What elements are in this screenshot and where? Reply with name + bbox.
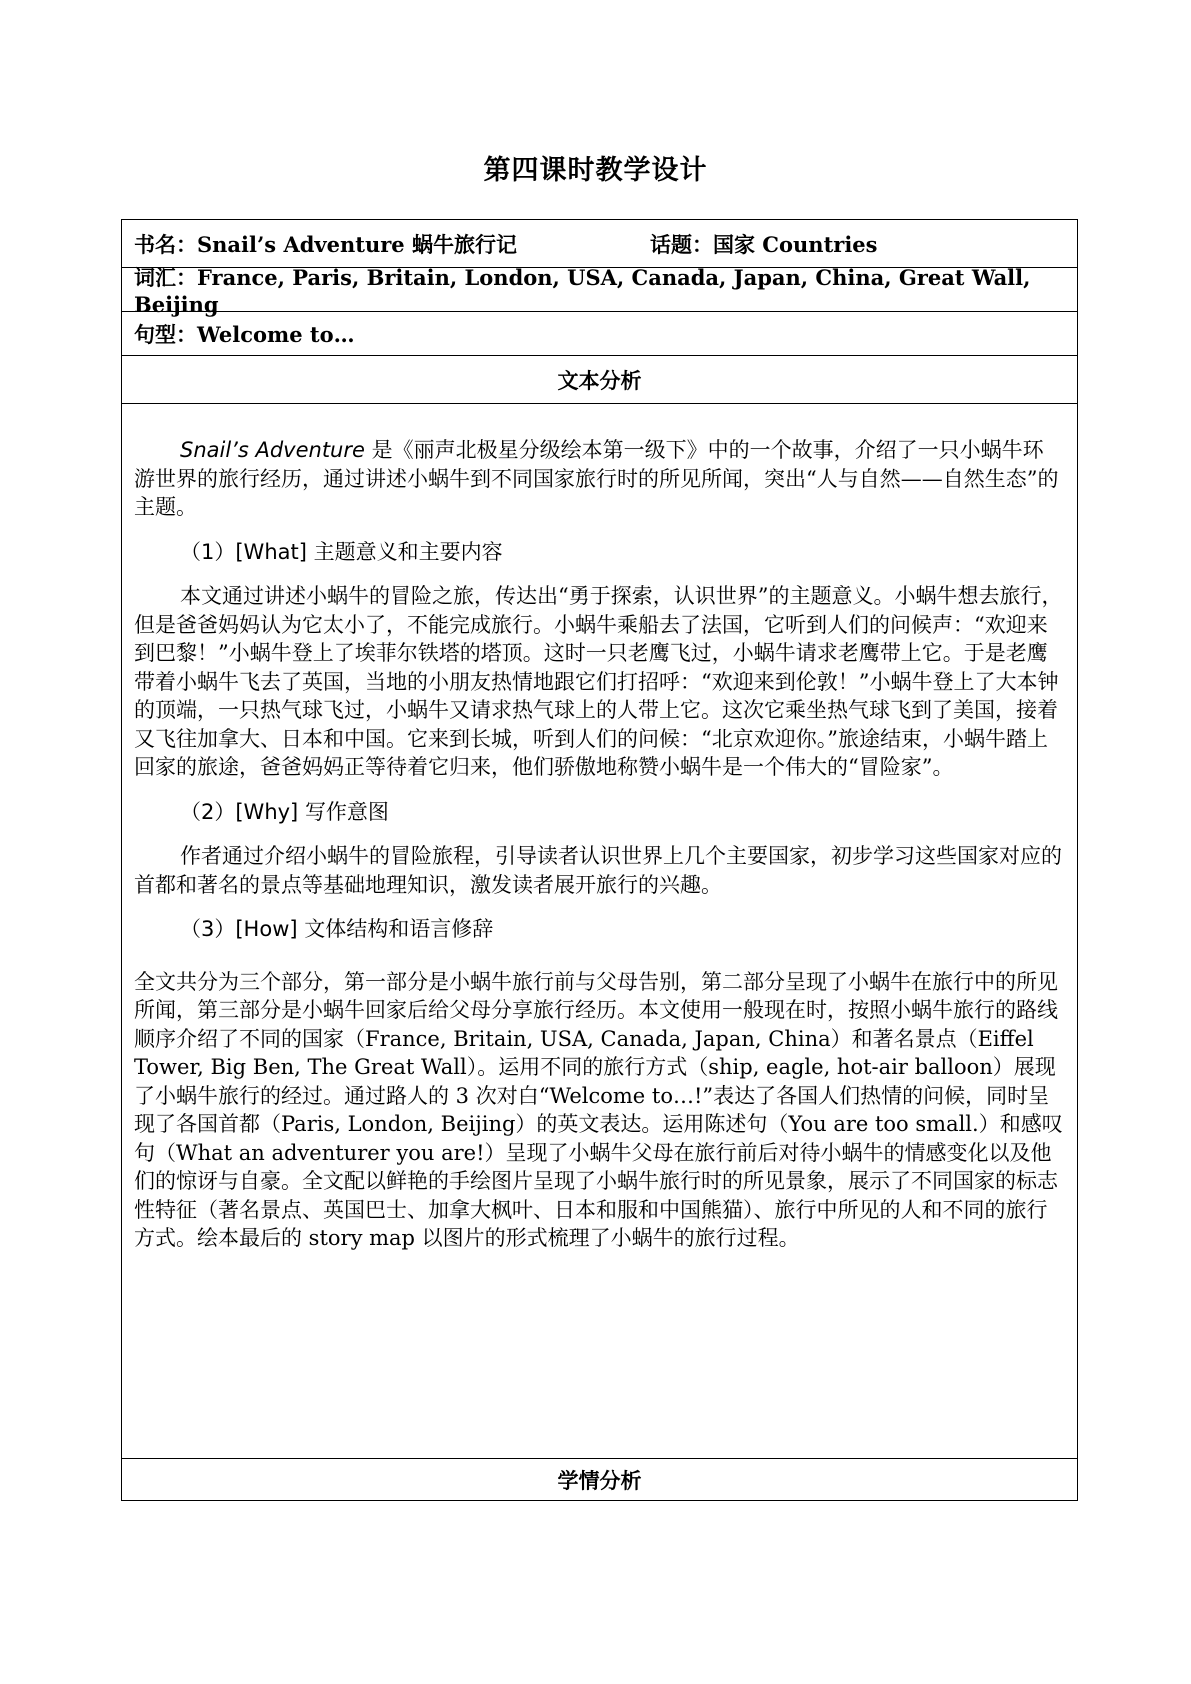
text-analysis-body [122, 436, 1077, 1459]
text-analysis-heading-row [122, 356, 1077, 404]
section-how-heading [180, 915, 1063, 944]
lesson-design-table [121, 219, 1078, 1501]
section-what-label: （1）[What] [180, 539, 314, 564]
vocabulary-row [122, 265, 1077, 317]
sentence-pattern-row [122, 312, 1077, 356]
story-title: Snail’s Adventure [180, 438, 365, 462]
section-how-label: （3）[How] [180, 917, 305, 941]
section-why-heading [180, 798, 1063, 827]
book-title-label: 书名：Snail’s Adventure 蜗牛旅行记 [134, 231, 517, 257]
topic-label: 话题：国家 Countries [650, 231, 878, 257]
section-why-label: （2）[Why] [180, 799, 305, 824]
section-what-heading [180, 538, 1063, 567]
section-how-title: 文体结构和语言修辞 [304, 917, 494, 941]
sentence-pattern-text: 句型：Welcome to… [134, 321, 355, 347]
section-how-paragraph: 全文共分为三个部分，第一部分是小蜗牛旅行前与父母告别，第二部分呈现了小蜗牛在旅行中的所见所闻，第三部分是小蜗牛回家后给父母分享旅行经历。本文使用一般现在时，按照小蜗牛旅行的路线顺序介绍了不同的国家（France, Britain, USA, Canada, Japan, China）和著名景点（Eiffel Tower, Big Ben, The Great Wall）。运用不同的旅行方式（ship, eagle, hot-air balloon）展现了小蜗牛旅行的经过。通过路人的 3 次对白“Welcome to…!”表达了各国人们热情的问候，同时呈现了各国首都（Paris, London, Beijing）的英文表达。运用陈述句（You are too small.）和感叹句（What an adventurer you are!）呈现了小蜗牛父母在旅行前后对待小蜗牛的情感变化以及他们的惊讶与自豪。全文配以鲜艳的手绘图片呈现了小蜗牛旅行时的所见景象，展示了不同国家的标志性特征（著名景点、英国巴士、加拿大枫叶、日本和服和中国熊猫）、旅行中所见的人和不同的旅行方式。绘本最后的 story map 以图片的形式梳理了小蜗牛的旅行过程。 [134, 969, 1063, 1250]
vocabulary-text: 词汇：France, Paris, Britain, London, USA, Canada, Japan, China, Great Wall, Beijing [134, 265, 1031, 317]
book-topic-row [122, 220, 1077, 268]
section-what-paragraph: 本文通过讲述小蜗牛的冒险之旅，传达出“勇于探索，认识世界”的主题意义。小蜗牛想去旅行，但是爸爸妈妈认为它太小了，不能完成旅行。小蜗牛乘船去了法国，它听到人们的问候声：“欢迎来到巴黎！”小蜗牛登上了埃菲尔铁塔的塔顶。这时一只老鹰飞过，小蜗牛请求老鹰带上它。于是老鹰带着小蜗牛飞去了英国，当地的小朋友热情地跟它们打招呼：“欢迎来到伦敦！”小蜗牛登上了大本钟的顶端，一只热气球飞过，小蜗牛又请求热气球上的人带上它。这次它乘坐热气球飞到了美国，接着又飞往加拿大、日本和中国。它来到长城，听到人们的问候：“北京欢迎你。”旅途结束，小蜗牛踏上回家的旅途，爸爸妈妈正等待着它归来，他们骄傲地称赞小蜗牛是一个伟大的“冒险家”。 [134, 584, 1063, 779]
page-title: 第四课时教学设计 [483, 155, 708, 186]
intro-text: 是《丽声北极星分级绘本第一级下》中的一个故事，介绍了一只小蜗牛环游世界的旅行经历，通过讲述小蜗牛到不同国家旅行时的所见所闻，突出“人与自然——自然生态”的主题。 [134, 438, 1059, 519]
intro-paragraph [134, 436, 1063, 522]
study-analysis-heading-row [122, 1459, 1077, 1500]
section-what-title: 主题意义和主要内容 [313, 539, 503, 564]
study-analysis-heading: 学情分析 [557, 1467, 642, 1493]
text-analysis-heading: 文本分析 [557, 367, 642, 393]
section-why-title: 写作意图 [304, 799, 389, 824]
section-why-paragraph: 作者通过介绍小蜗牛的冒险旅程，引导读者认识世界上几个主要国家，初步学习这些国家对应的首都和著名的景点等基础地理知识，激发读者展开旅行的兴趣。 [134, 844, 1062, 897]
